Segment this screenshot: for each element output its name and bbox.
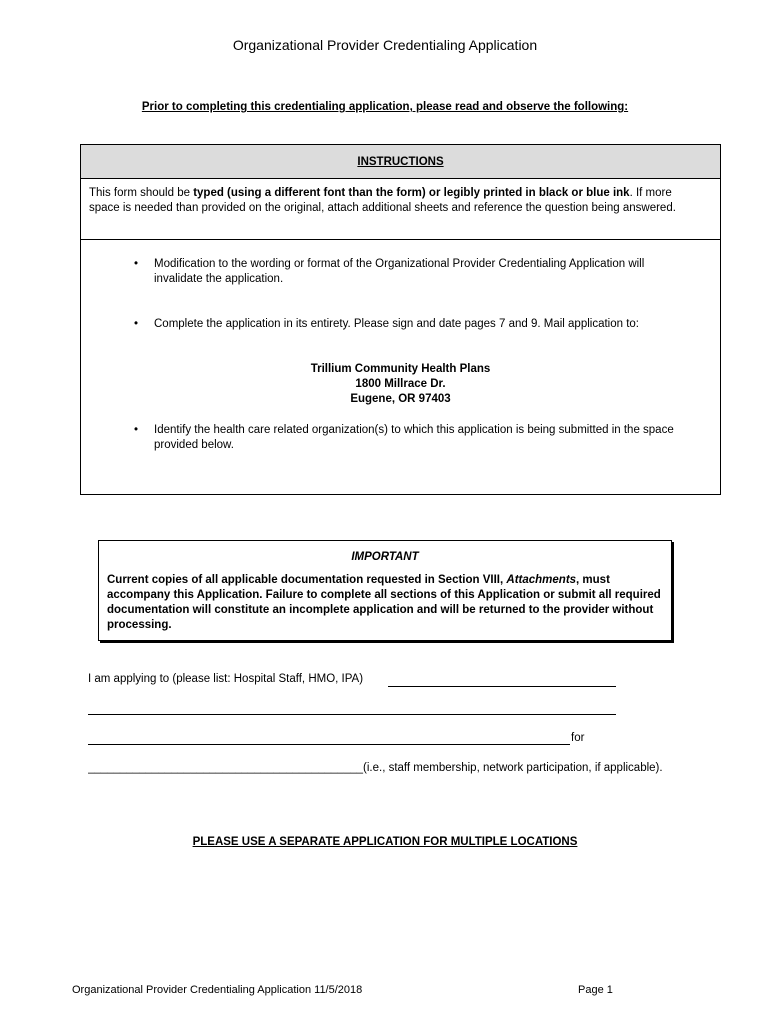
instructions-divider	[81, 239, 720, 240]
bullet-text: Identify the health care related organization(s) to which this application is being submitted in the space provided below.	[154, 424, 674, 451]
applying-input-line-3[interactable]	[88, 744, 570, 745]
bullet-icon: •	[134, 424, 139, 436]
page-number: Page 1	[578, 984, 613, 996]
bullet-text: Modification to the wording or format of the Organizational Provider Credentialing Application will invalidate the application.	[154, 258, 645, 285]
instruction-bullet	[134, 257, 674, 287]
intro-text-post: . If more space is needed than provided on the original, attach additional sheets and reference the question being answered.	[89, 187, 676, 214]
address-line: Trillium Community Health Plans	[310, 363, 491, 375]
important-body	[107, 573, 663, 633]
intro-text-bold: typed (using a different font than the form) or legibly printed in black or blue ink	[193, 187, 630, 199]
important-box	[98, 540, 672, 641]
applying-input-line-2[interactable]	[88, 714, 616, 715]
bullet-icon: •	[134, 258, 139, 270]
ie-line[interactable]: ___________________________________________(i.e., staff membership, network participation, if applicable).	[88, 762, 663, 774]
important-heading: IMPORTANT	[351, 551, 419, 563]
prior-notice: Prior to completing this credentialing application, please read and observe the following:	[141, 101, 629, 113]
applying-input-line[interactable]	[388, 686, 616, 687]
page-title: Organizational Provider Credentialing Application	[232, 37, 538, 53]
address-line: Eugene, OR 97403	[350, 393, 451, 405]
bullet-text: Complete the application in its entirety. Please sign and date pages 7 and 9. Mail application to:	[154, 318, 640, 330]
bullet-icon: •	[134, 318, 139, 330]
important-text-pre: Current copies of all applicable documentation requested in Section VIII,	[107, 574, 507, 586]
applying-label: I am applying to (please list: Hospital Staff, HMO, IPA)	[88, 673, 364, 685]
instruction-bullet	[134, 423, 674, 453]
for-label: for	[571, 732, 585, 744]
instructions-box	[80, 144, 721, 495]
address-line: 1800 Millrace Dr.	[355, 378, 446, 390]
instructions-heading: INSTRUCTIONS	[81, 145, 720, 179]
intro-text-pre: This form should be	[89, 187, 194, 199]
mailing-address	[81, 362, 720, 407]
instructions-intro	[89, 186, 702, 216]
separate-application-notice: PLEASE USE A SEPARATE APPLICATION FOR MULTIPLE LOCATIONS	[192, 836, 578, 848]
footer-title: Organizational Provider Credentialing Application 11/5/2018	[72, 984, 363, 996]
important-text-italic: Attachments	[506, 574, 577, 586]
important-text-post: , must accompany this Application. Failure to complete all sections of this Application or submit all required documentation will constitute an incomplete application and will be returned to the provider without processing.	[107, 574, 661, 631]
instruction-bullet	[134, 317, 674, 332]
